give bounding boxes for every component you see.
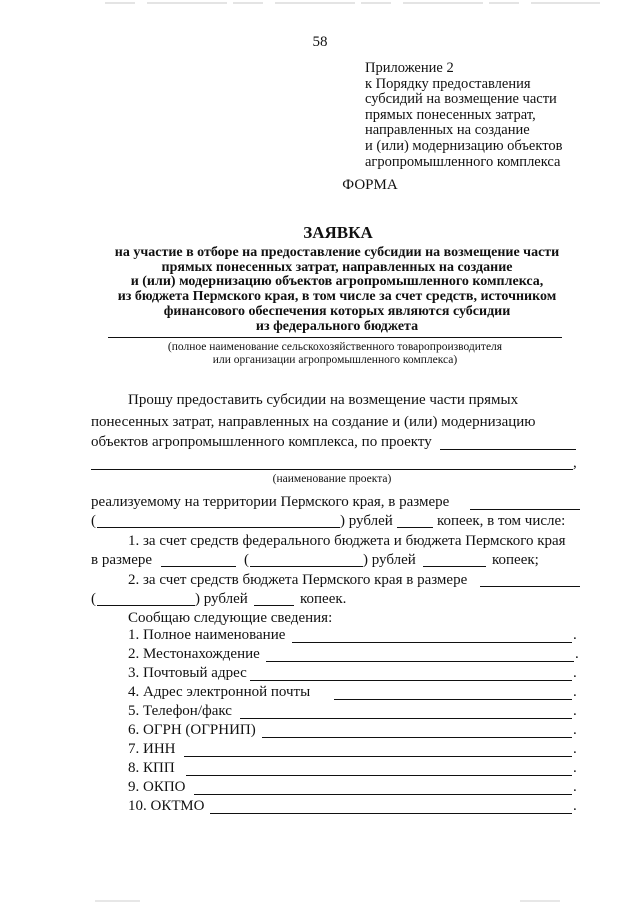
caption-line: (полное наименование сельскохозяйственного товаропроизводителя [167,341,503,353]
appendix-block [365,61,562,170]
project-caption: (наименование проекта) [272,473,392,485]
info-item-end-dot: . [573,760,577,776]
info-item-okpo-label: 9. ОКПО [128,779,186,795]
subsidy-item-2-words-field[interactable] [97,605,195,606]
info-item-kpp-field[interactable] [186,775,572,776]
subsidy-item-1-open-paren: ( [244,552,249,568]
applicant-name-field[interactable] [108,337,562,338]
appendix-line: прямых понесенных затрат, [365,106,536,123]
info-item-okpo-field[interactable] [194,794,572,795]
info-item-postal-address-label: 3. Почтовый адрес [128,665,247,681]
info-item-end-dot: . [573,722,577,738]
info-item-end-dot: . [573,627,577,643]
appendix-line: направленных на создание [365,122,530,139]
info-item-inn-label: 7. ИНН [128,741,176,757]
info-item-location-field[interactable] [266,661,574,662]
appendix-line: к Порядку предоставления [365,75,531,92]
appendix-line: агропромышленного комплекса [365,153,561,170]
request-line-2: понесенных затрат, направленных на создание и (или) модернизацию [91,414,536,430]
amount-open-paren: ( [91,513,96,529]
applicant-caption [108,341,562,367]
info-item-end-dot: . [573,741,577,757]
appendix-line: субсидий на возмещение части [365,91,557,108]
project-field-b[interactable] [91,469,573,470]
project-line-comma: , [573,455,577,471]
info-item-end-dot: . [573,665,577,681]
subsidy-item-1-words-field[interactable] [250,566,363,567]
request-line-1: Прошу предоставить субсидии на возмещение части прямых [128,392,519,408]
appendix-line: и (или) модернизацию объектов [365,137,563,154]
amount-words-field[interactable] [97,527,340,528]
info-item-end-dot: . [573,703,577,719]
info-item-end-dot: . [573,684,577,700]
subtitle-line: из федерального бюджета [255,318,419,334]
scan-top-artifact [0,0,640,8]
info-intro: Сообщаю следующие сведения: [128,610,333,626]
page-number: 58 [312,34,328,50]
document-title: ЗАЯВКА [303,223,373,242]
subtitle-line: прямых понесенных затрат, направленных на создание [161,259,513,275]
project-field-a[interactable] [440,449,576,450]
scan-bottom-artifact [0,897,640,905]
subsidy-item-1-line-1: 1. за счет средств федерального бюджета и бюджета Пермского края [128,533,566,549]
info-item-full-name-field[interactable] [292,642,572,643]
info-item-phone-fax-field[interactable] [240,718,572,719]
info-item-postal-address-field[interactable] [250,680,572,681]
request-line-3: объектов агропромышленного комплекса, по проекту [91,434,432,450]
amount-rubles-label: ) рублей [340,513,393,529]
info-item-email-field[interactable] [334,699,572,700]
amount-line-2-end: копеек, в том числе: [437,513,566,529]
subtitle-line: и (или) модернизацию объектов агропромышленного комплекса, [130,274,544,290]
amount-total-field[interactable] [470,509,580,510]
subsidy-item-2-rubles-label: ) рублей [195,591,248,607]
amount-kopecks-field[interactable] [397,527,433,528]
subsidy-item-2-open-paren: ( [91,591,96,607]
info-item-full-name-label: 1. Полное наименование [128,627,286,643]
document-subtitle [62,246,612,334]
form-label: ФОРМА [342,177,398,193]
subsidy-item-2-amount-field[interactable] [480,586,580,587]
subsidy-item-1-label: в размере [91,552,153,568]
info-item-email-label: 4. Адрес электронной почты [128,684,311,700]
subtitle-line: на участие в отборе на предоставление субсидии на возмещение части [114,245,560,260]
amount-line-1: реализуемому на территории Пермского края, в размере [91,494,450,510]
info-item-phone-fax-label: 5. Телефон/факс [128,703,232,719]
info-item-end-dot: . [575,646,579,662]
info-item-oktmo-field[interactable] [210,813,572,814]
info-item-ogrn-label: 6. ОГРН (ОГРНИП) [128,722,256,738]
subtitle-line: финансового обеспечения которых являются субсидии [163,303,511,319]
info-item-ogrn-field[interactable] [262,737,572,738]
caption-line: или организации агропромышленного комплекса) [212,354,458,366]
info-item-end-dot: . [573,779,577,795]
subsidy-item-1-kopecks-field[interactable] [423,566,486,567]
subsidy-item-1-rubles-label: ) рублей [363,552,416,568]
subsidy-item-2-line-1: 2. за счет средств бюджета Пермского края в размере [128,572,468,588]
info-item-oktmo-label: 10. ОКТМО [128,798,205,814]
info-item-location-label: 2. Местонахождение [128,646,260,662]
subsidy-item-1-kopecks-label: копеек; [492,552,539,568]
subsidy-item-2-kopecks-field[interactable] [254,605,294,606]
info-item-kpp-label: 8. КПП [128,760,175,776]
subsidy-item-2-kopecks-label: копеек. [300,591,347,607]
subsidy-item-1-amount-field[interactable] [161,566,236,567]
info-item-inn-field[interactable] [184,756,572,757]
info-item-end-dot: . [573,798,577,814]
appendix-line: Приложение 2 [365,60,454,76]
subtitle-line: из бюджета Пермского края, в том числе за счет средств, источником [117,289,557,305]
